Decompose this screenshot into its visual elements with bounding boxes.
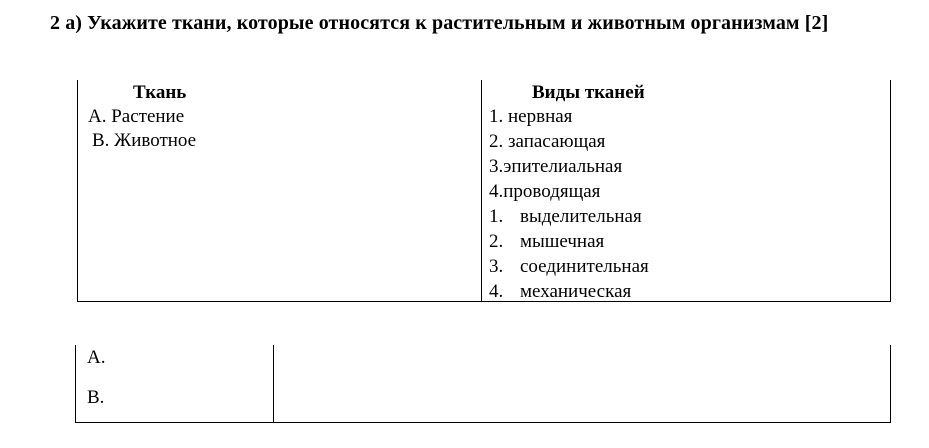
tissue-type-item: 3.эпителиальная xyxy=(489,156,623,177)
tissue-type-list-item xyxy=(489,254,649,279)
answer-row-label-a: А. xyxy=(87,347,106,368)
answer-cell-b[interactable] xyxy=(275,383,889,421)
tissue-type-item: 2. запасающая xyxy=(489,131,606,152)
answer-row-label-b: В. xyxy=(87,387,105,408)
organism-animal: В. Животное xyxy=(92,130,197,151)
tissue-table xyxy=(77,80,891,302)
table-right-border xyxy=(890,80,891,302)
answer-cell-a[interactable] xyxy=(275,345,889,383)
list-item-number: 4. xyxy=(489,281,504,302)
list-item-text: соединительная xyxy=(520,256,649,277)
tissue-type-list-item xyxy=(489,229,604,254)
list-item-text: механическая xyxy=(520,281,632,302)
list-item-text: мышечная xyxy=(520,231,605,252)
column-header-tissue: Ткань xyxy=(133,82,187,103)
tissue-type-item: 4.проводящая xyxy=(489,181,601,202)
question-title: 2 а) Укажите ткани, которые относятся к растительным и животным организмам [2] xyxy=(50,12,829,34)
table-left-border xyxy=(77,80,78,302)
list-item-text: выделительная xyxy=(520,206,642,227)
table-column-divider xyxy=(481,80,482,302)
answer-table-right-border xyxy=(890,345,891,423)
answer-table-bottom-border xyxy=(75,422,891,423)
organism-plant: А. Растение xyxy=(88,106,185,127)
answer-table xyxy=(75,345,891,423)
answer-table-column-divider xyxy=(273,345,274,423)
tissue-type-item: 1. нервная xyxy=(489,106,573,127)
table-bottom-border xyxy=(77,301,891,302)
list-item-number: 3. xyxy=(489,256,504,277)
list-item-number: 2. xyxy=(489,231,504,252)
tissue-type-list-item xyxy=(489,204,642,229)
tissue-type-list-item xyxy=(489,279,631,304)
answer-table-left-border xyxy=(75,345,76,423)
list-item-number: 1. xyxy=(489,206,504,227)
column-header-tissue-types: Виды тканей xyxy=(532,82,645,103)
